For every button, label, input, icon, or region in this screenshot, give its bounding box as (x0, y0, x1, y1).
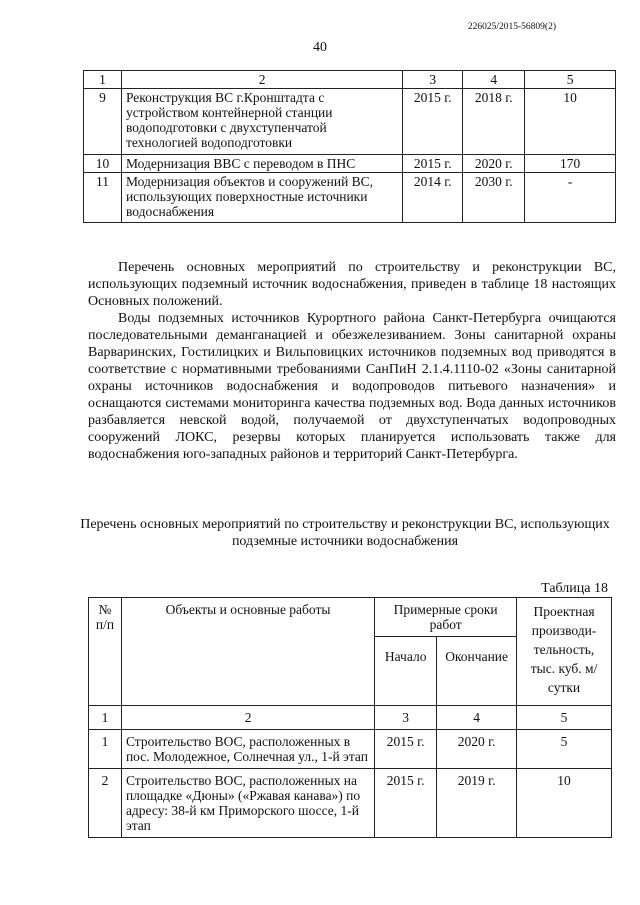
row-number: 2 (89, 769, 122, 838)
header-capacity: Проектная производи-тельность, тыс. куб. м/сутки (517, 598, 612, 706)
paragraph-intro: Перечень основных мероприятий по строительству и реконструкции ВС, использующих подземный источник водоснабжения, приведен в таблице 18 настоящих Основных положений. (88, 260, 616, 309)
row-capacity: 10 (517, 769, 612, 838)
row-end: 2030 г. (463, 173, 525, 223)
document-id: 226025/2015-56809(2) (467, 22, 556, 32)
page-number: 40 (313, 40, 327, 55)
row-name: Модернизация ВВС с переводом в ПНС (121, 155, 402, 173)
table-continued (83, 70, 616, 223)
row-end: 2019 г. (437, 769, 517, 838)
row-name: Строительство ВОС, расположенных в пос. Молодежное, Солнечная ул., 1-й этап (121, 730, 374, 769)
table-row (89, 769, 612, 838)
section-heading: Перечень основных мероприятий по строительству и реконструкции ВС, использующих подземные источники водоснабжения (80, 517, 610, 549)
header-objects: Объекты и основные работы (121, 598, 374, 706)
row-start: 2015 г. (403, 89, 463, 155)
header-terms: Примерные сроки работ (375, 598, 517, 637)
row-end: 2020 г. (437, 730, 517, 769)
header-start: Начало (375, 637, 437, 706)
header-cell: 5 (525, 71, 616, 89)
header-number: № п/п (89, 598, 122, 706)
row-capacity: 10 (525, 89, 616, 155)
row-number: 10 (84, 155, 122, 173)
number-cell: 1 (89, 706, 122, 730)
number-cell: 2 (121, 706, 374, 730)
table-row (84, 89, 616, 155)
paragraph-groundwater: Воды подземных источников Курортного района Санкт-Петербурга очищаются последовательными деманганацией и обезжелезиванием. Зоны санитарной охраны Варваринских, Гостилицких и Вильповицких источников подземных вод приводятся в соответствие с нормативными требованиями СанПиН 2.1.4.1110-02 «Зоны санитарной охраны источников водоснабжения и водопроводов питьевого назначения» и оснащаются системами мониторинга качества подземных вод. Вода данных источников разбавляется невской водой, получаемой от двухступенчатых водопроводных сооружений ЛОКС, резервы которых планируется использовать также для водоснабжения юго-западных районов и территорий Санкт-Петербурга. (88, 311, 616, 462)
row-end: 2018 г. (463, 89, 525, 155)
header-cell: 4 (463, 71, 525, 89)
table-header-row (89, 598, 612, 637)
row-start: 2015 г. (375, 730, 437, 769)
table-number-row (89, 706, 612, 730)
row-number: 1 (89, 730, 122, 769)
table-label: Таблица 18 (541, 581, 608, 596)
row-number: 9 (84, 89, 122, 155)
row-name: Строительство ВОС, расположенных на площадке «Дюны» («Ржавая канава») по адресу: 38-й км Приморского шоссе, 1-й этап (121, 769, 374, 838)
header-cell: 2 (121, 71, 402, 89)
number-cell: 3 (375, 706, 437, 730)
row-name: Модернизация объектов и сооружений ВС, использующих поверхностные источники водоснабжения (121, 173, 402, 223)
table-row (89, 730, 612, 769)
row-name: Реконструкция ВС г.Кронштадта с устройством контейнерной станции водоподготовки с двухступенчатой технологией водоподготовки (121, 89, 402, 155)
row-capacity: - (525, 173, 616, 223)
number-cell: 5 (517, 706, 612, 730)
table-18 (88, 597, 612, 838)
row-start: 2014 г. (403, 173, 463, 223)
row-capacity: 5 (517, 730, 612, 769)
row-capacity: 170 (525, 155, 616, 173)
row-start: 2015 г. (403, 155, 463, 173)
row-end: 2020 г. (463, 155, 525, 173)
header-cell: 1 (84, 71, 122, 89)
row-number: 11 (84, 173, 122, 223)
table-row (84, 155, 616, 173)
header-end: Окончание (437, 637, 517, 706)
table-row (84, 173, 616, 223)
number-cell: 4 (437, 706, 517, 730)
table-header-row (84, 71, 616, 89)
header-cell: 3 (403, 71, 463, 89)
row-start: 2015 г. (375, 769, 437, 838)
